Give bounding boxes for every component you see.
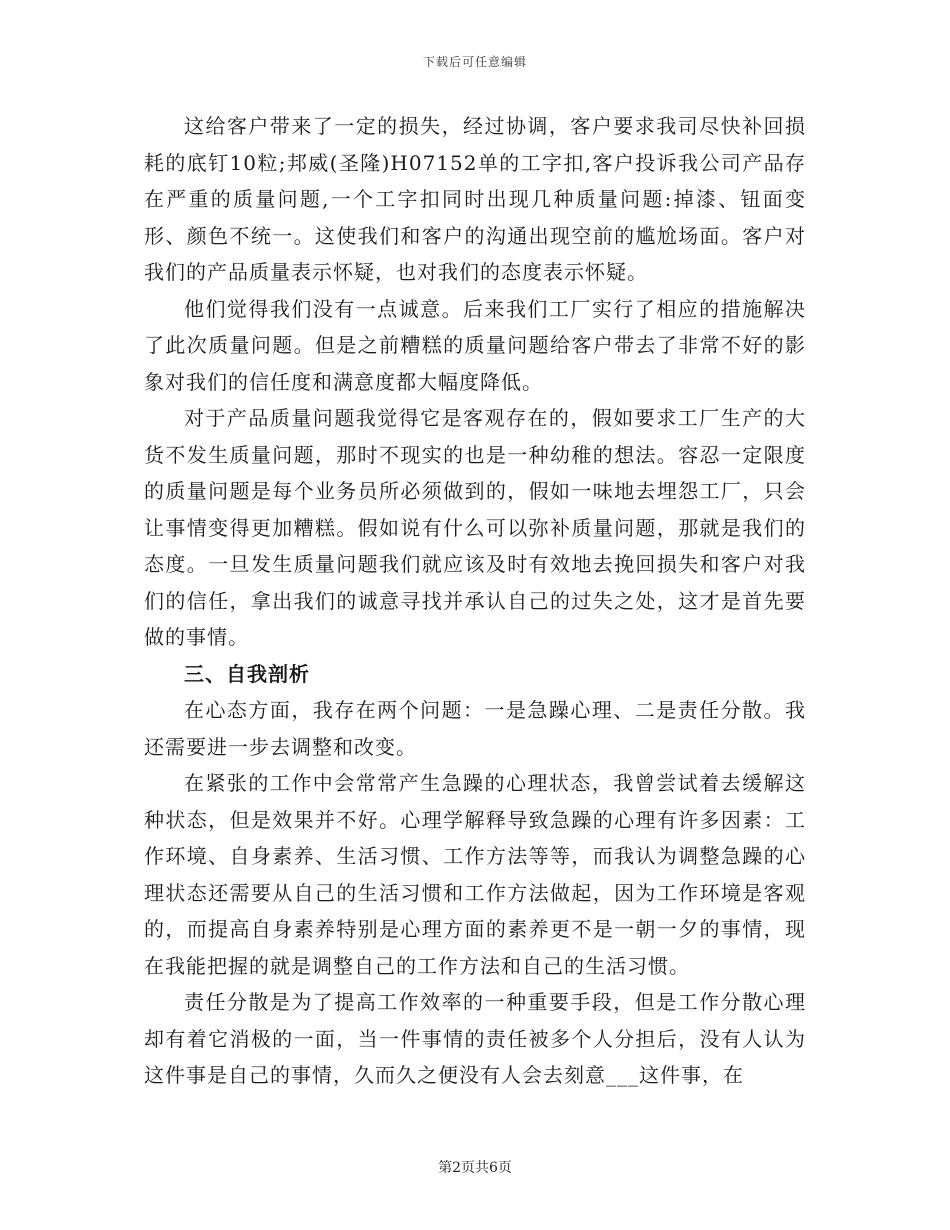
paragraph-1: 这给客户带来了一定的损失，经过协调，客户要求我司尽快补回损耗的底钉10粒;邦威(圣隆)H07152单的工字扣,客户投诉我公司产品存在严重的质量问题,一个工字扣同时出现几种质量问题:掉漆、钮面变形、颜色不统一。这使我们和客户的沟通出现空前的尴尬场面。客户对我们的产品质量表示怀疑，也对我们的态度表示怀疑。 [144,114,806,284]
section-heading-self-analysis: 三、自我剖析 [184,661,310,686]
document-body [144,108,806,1094]
paragraph-2: 他们觉得我们没有一点诚意。后来我们工厂实行了相应的措施解决了此次质量问题。但是之前糟糕的质量问题给客户带去了非常不好的影象对我们的信任度和满意度都大幅度降低。 [144,296,806,394]
paragraph-3: 对于产品质量问题我觉得它是客观存在的，假如要求工厂生产的大货不发生质量问题，那时不现实的也是一种幼稚的想法。容忍一定限度的质量问题是每个业务员所必须做到的，假如一味地去埋怨工厂，只会让事情变得更加糟糕。假如说有什么可以弥补质量问题，那就是我们的态度。一旦发生质量问题我们就应该及时有效地去挽回损失和客户对我们的信任，拿出我们的诚意寻找并承认自己的过失之处，这才是首先要做的事情。 [144,406,806,649]
page-header: 下载后可任意编辑 [422,55,527,69]
paragraph-6: 责任分散是为了提高工作效率的一种重要手段，但是工作分散心理却有着它消极的一面，当一件事情的责任被多个人分担后，没有人认为这件事是自己的事情，久而久之便没有人会去刻意___这件事，在 [144,990,806,1087]
paragraph-4: 在心态方面，我存在两个问题：一是急躁心理、二是责任分散。我还需要进一步去调整和改变。 [144,698,806,759]
page-number-footer: 第2页共6页 [438,1160,512,1176]
paragraph-5: 在紧张的工作中会常常产生急躁的心理状态，我曾尝试着去缓解这种状态，但是效果并不好。心理学解释导致急躁的心理有许多因素：工作环境、自身素养、生活习惯、工作方法等等，而我认为调整急躁的心理状态还需要从自己的生活习惯和工作方法做起，因为工作环境是客观的，而提高自身素养特别是心理方面的素养更不是一朝一夕的事情，现在我能把握的就是调整自己的工作方法和自己的生活习惯。 [144,771,806,978]
